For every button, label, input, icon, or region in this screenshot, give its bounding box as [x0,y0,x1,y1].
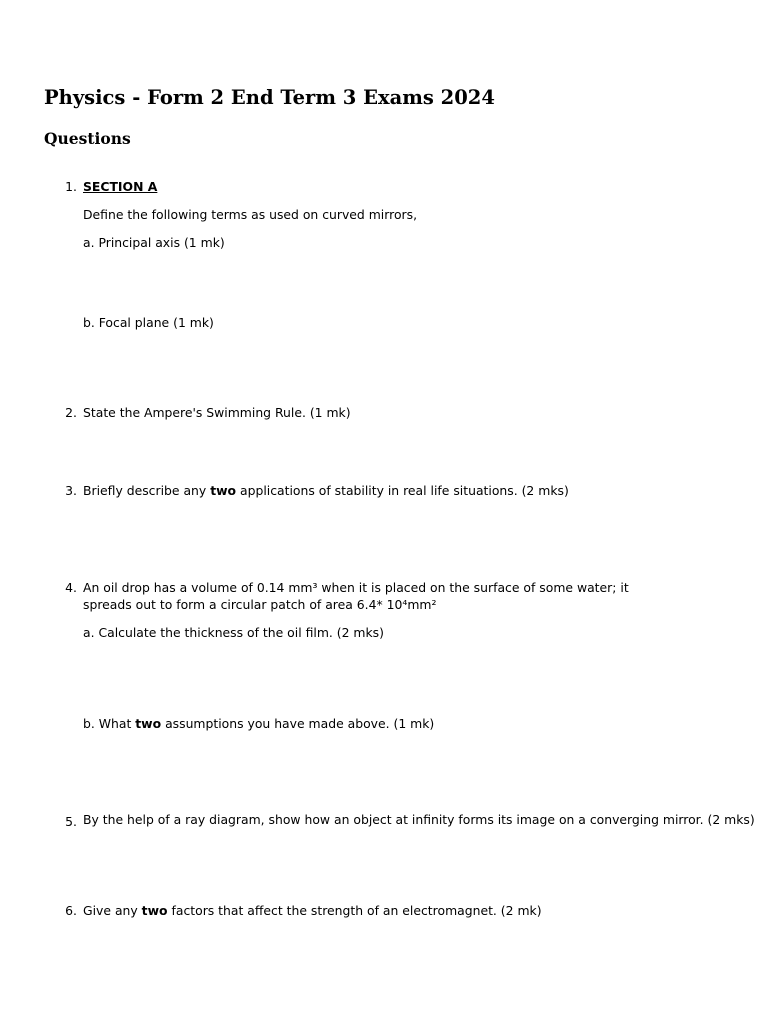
question-2-text: State the Ampere's Swimming Rule. (1 mk) [83,405,351,420]
question-3-text [83,482,569,499]
question-4-part-b-start: b. What [83,716,136,731]
question-5-text: By the help of a ray diagram, show how an object at infinity forms its image on a converging mirror. (2 mks) [83,812,755,827]
question-number: 1. [65,179,77,194]
question-1-intro: Define the following terms as used on curved mirrors, [83,207,418,222]
question-4-line-2: spreads out to form a circular patch of area 6.4* 10⁴mm² [83,597,437,612]
question-4-line-1: An oil drop has a volume of 0.14 mm³ when it is placed on the surface of some water; it [83,580,629,595]
page-title: Physics - Form 2 End Term 3 Exams 2024 [44,86,495,109]
question-6-text-start: Give any [83,903,142,918]
question-1-part-b: b. Focal plane (1 mk) [83,315,214,330]
question-3-text-start: Briefly describe any [83,483,211,498]
question-number: 6. [65,903,77,918]
question-4-part-a: a. Calculate the thickness of the oil film. (2 mks) [83,625,384,640]
section-a-label: SECTION A [83,179,158,194]
question-4-part-b [83,715,434,732]
question-number: 2. [65,405,77,420]
question-4-part-b-end: assumptions you have made above. (1 mk) [161,716,435,731]
question-number: 4. [65,580,77,595]
question-number: 5. [65,814,77,829]
question-number: 3. [65,483,77,498]
question-1-part-a: a. Principal axis (1 mk) [83,235,225,250]
emphasis-two: two [210,483,237,498]
emphasis-two: two [141,903,168,918]
emphasis-two: two [135,716,162,731]
question-6-text-end: factors that affect the strength of an electromagnet. (2 mk) [167,903,542,918]
question-3-text-end: applications of stability in real life situations. (2 mks) [236,483,569,498]
question-6-text [83,902,542,919]
section-heading-questions: Questions [44,129,131,148]
